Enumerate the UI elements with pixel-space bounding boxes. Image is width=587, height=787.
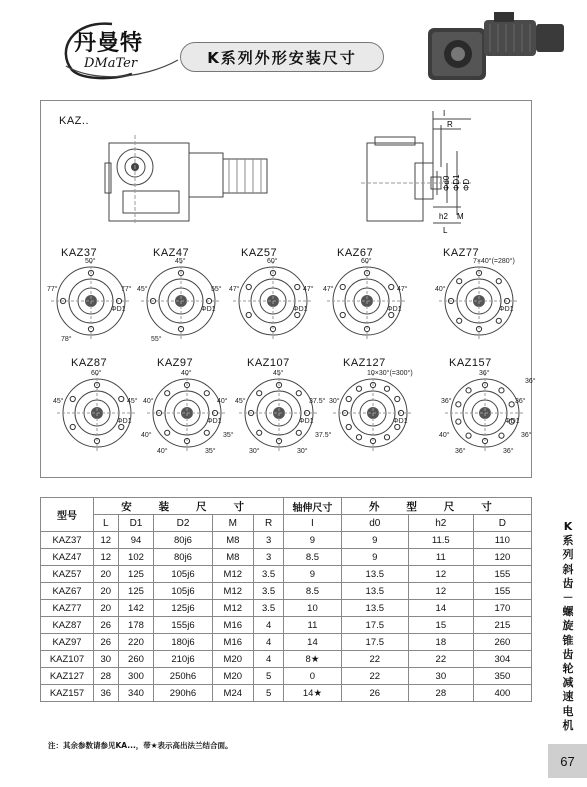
angle-label: 30° bbox=[297, 448, 308, 455]
angle-label: 77° bbox=[121, 286, 132, 293]
logo-chinese-text: 丹曼特 bbox=[74, 30, 144, 56]
value-cell: 28 bbox=[408, 685, 473, 702]
dim-label: Φd0 bbox=[442, 175, 451, 191]
angle-label: 37.5° bbox=[309, 398, 326, 405]
column-header-1: D1 bbox=[118, 515, 154, 532]
value-cell: 290h6 bbox=[154, 685, 212, 702]
diameter-label: ΦD1 bbox=[207, 418, 222, 425]
value-cell: 5 bbox=[253, 685, 283, 702]
value-cell: 215 bbox=[473, 617, 531, 634]
table-row bbox=[41, 634, 532, 651]
diameter-label: ΦD1 bbox=[293, 306, 308, 313]
value-cell: 260 bbox=[473, 634, 531, 651]
value-cell: 94 bbox=[118, 532, 154, 549]
diameter-label: ΦD1 bbox=[499, 306, 514, 313]
angle-label: 36° bbox=[525, 378, 536, 385]
value-cell: 105j6 bbox=[154, 583, 212, 600]
flange-label: KAZ77 bbox=[443, 247, 480, 259]
dimension-table bbox=[40, 497, 532, 702]
dimension-drawing-frame bbox=[40, 100, 536, 478]
side-char: 电 bbox=[562, 704, 574, 718]
value-cell: 142 bbox=[118, 600, 154, 617]
dim-label: ΦD1 bbox=[452, 174, 461, 191]
shaft-dimensions-header: 轴伸尺寸 bbox=[284, 498, 341, 515]
value-cell: 8★ bbox=[284, 651, 341, 668]
value-cell: 28 bbox=[94, 668, 119, 685]
dim-label: R bbox=[447, 120, 453, 129]
flange-drawing bbox=[323, 257, 408, 341]
value-cell: 12 bbox=[408, 583, 473, 600]
value-cell: 15 bbox=[408, 617, 473, 634]
angle-label: 40° bbox=[143, 398, 154, 405]
flange-drawing bbox=[235, 369, 332, 455]
diameter-label: ΦD1 bbox=[117, 418, 132, 425]
angle-label: 45° bbox=[137, 286, 148, 293]
value-cell: 9 bbox=[341, 532, 408, 549]
value-cell: 20 bbox=[94, 583, 119, 600]
value-cell: 9 bbox=[284, 566, 341, 583]
table-row bbox=[41, 617, 532, 634]
page-title: K系列外形安装尺寸 bbox=[180, 42, 384, 72]
value-cell: M12 bbox=[212, 600, 253, 617]
table-row bbox=[41, 685, 532, 702]
flange-label: KAZ67 bbox=[337, 247, 374, 259]
diameter-label: ΦD1 bbox=[393, 418, 408, 425]
angle-label: 77° bbox=[47, 286, 58, 293]
diameter-label: ΦD1 bbox=[299, 418, 314, 425]
value-cell: M16 bbox=[212, 617, 253, 634]
flange-drawing bbox=[53, 369, 138, 453]
value-cell: 155j6 bbox=[154, 617, 212, 634]
value-cell: 3.5 bbox=[253, 600, 283, 617]
side-char: K bbox=[563, 520, 573, 533]
angle-label: 55° bbox=[151, 336, 162, 343]
table-row bbox=[41, 668, 532, 685]
angle-label: 40° bbox=[217, 398, 228, 405]
value-cell: 155 bbox=[473, 583, 531, 600]
flange-label: KAZ57 bbox=[241, 247, 278, 259]
table-row bbox=[41, 583, 532, 600]
value-cell: 8.5 bbox=[284, 549, 341, 566]
value-cell: 13.5 bbox=[341, 583, 408, 600]
angle-label: 10×30°(=300°) bbox=[367, 370, 413, 377]
side-char: 机 bbox=[562, 718, 574, 732]
model-cell: KAZ47 bbox=[41, 549, 94, 566]
value-cell: 80j6 bbox=[154, 549, 212, 566]
page-number: 67 bbox=[548, 744, 587, 778]
value-cell: 14★ bbox=[284, 685, 341, 702]
side-char: 锥 bbox=[562, 633, 574, 647]
angle-label: 37.5° bbox=[315, 432, 332, 439]
angle-label: 45° bbox=[127, 398, 138, 405]
value-cell: 26 bbox=[341, 685, 408, 702]
flange-drawing bbox=[329, 369, 413, 453]
value-cell: 3.5 bbox=[253, 566, 283, 583]
value-cell: 250h6 bbox=[154, 668, 212, 685]
flange-label: KAZ127 bbox=[343, 357, 386, 369]
table-row bbox=[41, 566, 532, 583]
column-header-8: D bbox=[473, 515, 531, 532]
model-cell: KAZ97 bbox=[41, 634, 94, 651]
value-cell: 17.5 bbox=[341, 634, 408, 651]
flange-drawing bbox=[47, 257, 132, 343]
value-cell: 26 bbox=[94, 617, 119, 634]
model-cell: KAZ157 bbox=[41, 685, 94, 702]
value-cell: 155 bbox=[473, 566, 531, 583]
flange-label: KAZ157 bbox=[449, 357, 492, 369]
brand-logo bbox=[52, 20, 182, 82]
side-char: 齿 bbox=[562, 576, 574, 590]
angle-label: 36° bbox=[521, 432, 532, 439]
value-cell: 102 bbox=[118, 549, 154, 566]
angle-label: 40° bbox=[435, 286, 446, 293]
value-cell: 20 bbox=[94, 600, 119, 617]
model-cell: KAZ67 bbox=[41, 583, 94, 600]
value-cell: 18 bbox=[408, 634, 473, 651]
angle-label: 36° bbox=[515, 398, 526, 405]
value-cell: 4 bbox=[253, 617, 283, 634]
value-cell: 170 bbox=[473, 600, 531, 617]
value-cell: M12 bbox=[212, 566, 253, 583]
value-cell: 22 bbox=[341, 651, 408, 668]
value-cell: 5 bbox=[253, 668, 283, 685]
logo-english-text: DMaTer bbox=[84, 56, 138, 71]
value-cell: 9 bbox=[341, 549, 408, 566]
angle-label: 47° bbox=[397, 286, 408, 293]
angle-label: 36° bbox=[479, 370, 490, 377]
gearmotor-photo bbox=[418, 10, 570, 88]
value-cell: 210j6 bbox=[154, 651, 212, 668]
footnote: 注：其余参数请参见KA...，带★表示高出法兰结合面。 bbox=[48, 741, 233, 750]
dimension-table-wrap bbox=[40, 497, 532, 702]
model-cell: KAZ37 bbox=[41, 532, 94, 549]
value-cell: 14 bbox=[284, 634, 341, 651]
angle-label: 36° bbox=[455, 448, 466, 455]
value-cell: M16 bbox=[212, 634, 253, 651]
angle-label: 50° bbox=[85, 258, 96, 265]
side-char: － bbox=[562, 591, 574, 605]
value-cell: 350 bbox=[473, 668, 531, 685]
value-cell: 0 bbox=[284, 668, 341, 685]
value-cell: 125 bbox=[118, 566, 154, 583]
value-cell: 30 bbox=[408, 668, 473, 685]
column-header-3: M bbox=[212, 515, 253, 532]
model-cell: KAZ87 bbox=[41, 617, 94, 634]
value-cell: 10 bbox=[284, 600, 341, 617]
value-cell: 125j6 bbox=[154, 600, 212, 617]
value-cell: 26 bbox=[94, 634, 119, 651]
value-cell: 3.5 bbox=[253, 583, 283, 600]
value-cell: M8 bbox=[212, 532, 253, 549]
value-cell: 22 bbox=[408, 651, 473, 668]
angle-label: 55° bbox=[211, 286, 222, 293]
angle-label: 35° bbox=[205, 448, 216, 455]
angle-label: 36° bbox=[441, 398, 452, 405]
side-char: 速 bbox=[562, 690, 574, 704]
table-row bbox=[41, 600, 532, 617]
value-cell: M24 bbox=[212, 685, 253, 702]
side-char: 减 bbox=[562, 676, 574, 690]
value-cell: 11 bbox=[408, 549, 473, 566]
value-cell: 12 bbox=[408, 566, 473, 583]
side-char: 旋 bbox=[562, 619, 574, 633]
table-row bbox=[41, 532, 532, 549]
dim-label: L bbox=[443, 226, 448, 235]
value-cell: 9 bbox=[284, 532, 341, 549]
diameter-label: ΦD1 bbox=[111, 306, 126, 313]
table-row bbox=[41, 651, 532, 668]
value-cell: M8 bbox=[212, 549, 253, 566]
angle-label: 60° bbox=[267, 258, 278, 265]
value-cell: 260 bbox=[118, 651, 154, 668]
angle-label: 40° bbox=[181, 370, 192, 377]
angle-label: 30° bbox=[329, 398, 340, 405]
angle-label: 47° bbox=[229, 286, 240, 293]
angle-label: 45° bbox=[235, 398, 246, 405]
side-char: 系 bbox=[562, 534, 574, 548]
value-cell: 340 bbox=[118, 685, 154, 702]
flange-drawing bbox=[229, 257, 314, 341]
column-header-7: h2 bbox=[408, 515, 473, 532]
value-cell: 13.5 bbox=[341, 566, 408, 583]
value-cell: 8.5 bbox=[284, 583, 341, 600]
value-cell: 110 bbox=[473, 532, 531, 549]
model-header: 型号 bbox=[41, 498, 94, 532]
value-cell: 36 bbox=[94, 685, 119, 702]
column-header-0: L bbox=[94, 515, 119, 532]
value-cell: 4 bbox=[253, 651, 283, 668]
flange-drawing bbox=[137, 257, 222, 343]
dim-label: h2 bbox=[439, 212, 448, 221]
diameter-label: ΦD1 bbox=[505, 418, 520, 425]
angle-label: 45° bbox=[273, 370, 284, 377]
column-header-4: R bbox=[253, 515, 283, 532]
angle-label: 35° bbox=[223, 432, 234, 439]
dim-label: ΦD bbox=[462, 178, 471, 191]
diameter-label: ΦD1 bbox=[201, 306, 216, 313]
value-cell: 300 bbox=[118, 668, 154, 685]
angle-label: 45° bbox=[175, 258, 186, 265]
angle-label: 7×40°(=280°) bbox=[473, 258, 515, 265]
angle-label: 47° bbox=[323, 286, 334, 293]
flange-label: KAZ47 bbox=[153, 247, 190, 259]
flange-drawing bbox=[141, 369, 234, 455]
side-char: 轮 bbox=[562, 662, 574, 676]
value-cell: 20 bbox=[94, 566, 119, 583]
value-cell: 3 bbox=[253, 549, 283, 566]
outer-dimensions-header: 外 型 尺 寸 bbox=[341, 498, 531, 515]
value-cell: M20 bbox=[212, 668, 253, 685]
value-cell: 220 bbox=[118, 634, 154, 651]
column-header-6: d0 bbox=[341, 515, 408, 532]
dim-label: I bbox=[443, 109, 446, 118]
value-cell: 105j6 bbox=[154, 566, 212, 583]
angle-label: 47° bbox=[303, 286, 314, 293]
side-char: 斜 bbox=[562, 562, 574, 576]
side-char: 列 bbox=[562, 548, 574, 562]
model-cell: KAZ77 bbox=[41, 600, 94, 617]
angle-label: 36° bbox=[503, 448, 514, 455]
value-cell: 400 bbox=[473, 685, 531, 702]
angle-label: 40° bbox=[439, 432, 450, 439]
value-cell: 17.5 bbox=[341, 617, 408, 634]
flange-drawing bbox=[435, 257, 519, 341]
value-cell: 304 bbox=[473, 651, 531, 668]
side-series-text bbox=[558, 520, 578, 733]
model-cell: KAZ57 bbox=[41, 566, 94, 583]
install-dimensions-header: 安 装 尺 寸 bbox=[94, 498, 284, 515]
flange-drawing bbox=[439, 369, 536, 455]
model-cell: KAZ127 bbox=[41, 668, 94, 685]
side-char: 螺 bbox=[562, 605, 574, 619]
diameter-label: ΦD1 bbox=[387, 306, 402, 313]
angle-label: 60° bbox=[91, 370, 102, 377]
flange-label: KAZ107 bbox=[247, 357, 290, 369]
column-header-5: I bbox=[284, 515, 341, 532]
angle-label: 30° bbox=[249, 448, 260, 455]
value-cell: 125 bbox=[118, 583, 154, 600]
value-cell: 178 bbox=[118, 617, 154, 634]
angle-label: 40° bbox=[157, 448, 168, 455]
value-cell: 120 bbox=[473, 549, 531, 566]
value-cell: 11 bbox=[284, 617, 341, 634]
angle-label: 40° bbox=[141, 432, 152, 439]
angle-label: 45° bbox=[53, 398, 64, 405]
value-cell: 11.5 bbox=[408, 532, 473, 549]
value-cell: M20 bbox=[212, 651, 253, 668]
value-cell: 12 bbox=[94, 532, 119, 549]
value-cell: 80j6 bbox=[154, 532, 212, 549]
table-row bbox=[41, 549, 532, 566]
angle-label: 78° bbox=[61, 336, 72, 343]
value-cell: M12 bbox=[212, 583, 253, 600]
value-cell: 3 bbox=[253, 532, 283, 549]
value-cell: 13.5 bbox=[341, 600, 408, 617]
angle-label: 60° bbox=[361, 258, 372, 265]
flange-label: KAZ97 bbox=[157, 357, 194, 369]
main-drawing-label: KAZ.. bbox=[59, 115, 90, 127]
flange-label: KAZ87 bbox=[71, 357, 108, 369]
flange-drawings bbox=[41, 101, 536, 479]
value-cell: 12 bbox=[94, 549, 119, 566]
value-cell: 22 bbox=[341, 668, 408, 685]
model-cell: KAZ107 bbox=[41, 651, 94, 668]
flange-label: KAZ37 bbox=[61, 247, 98, 259]
side-char: 齿 bbox=[562, 647, 574, 661]
value-cell: 4 bbox=[253, 634, 283, 651]
column-header-2: D2 bbox=[154, 515, 212, 532]
dim-label: M bbox=[457, 212, 464, 221]
value-cell: 30 bbox=[94, 651, 119, 668]
value-cell: 14 bbox=[408, 600, 473, 617]
value-cell: 180j6 bbox=[154, 634, 212, 651]
